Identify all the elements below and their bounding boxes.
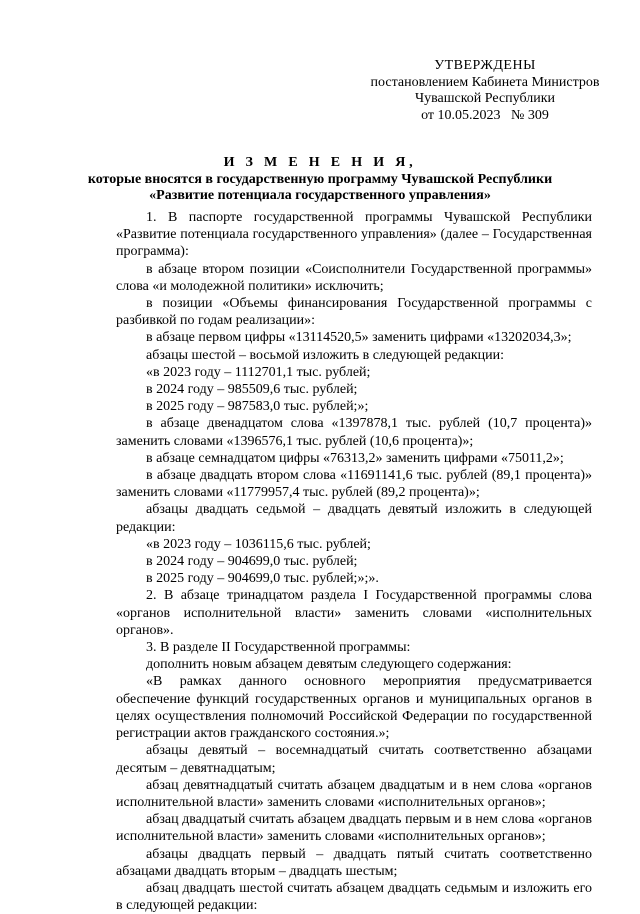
paragraph: 1. В паспорте государственной программы Чувашской Республики «Развитие потенциала государственного управления» (далее – Государственная программа): [116,210,592,260]
paragraph: в 2025 году – 987583,0 тыс. рублей;»; [146,399,369,415]
paragraph: абзацы шестой – восьмой изложить в следующей редакции: [146,347,505,363]
paragraph: в 2024 году – 985509,6 тыс. рублей; [146,382,358,398]
paragraph: в абзаце двадцать втором слова «11691141,6 тыс. рублей (89,1 процента)» заменить словами «11779957,4 тыс. рублей (89,2 процента)»; [116,468,592,501]
document-heading [70,155,570,205]
paragraph: в 2024 году – 904699,0 тыс. рублей; [146,554,358,570]
paragraph: «в 2023 году – 1112701,1 тыс. рублей; [146,364,371,380]
paragraph: абзацы девятый – восемнадцатый считать соответственно абзацами десятым – девятнадцатым; [116,743,592,776]
paragraph: абзац двадцать шестой считать абзацем двадцать седьмым и изложить его в следующей редакции: [116,880,592,914]
paragraph: в абзаце двенадцатом слова «1397878,1 тыс. рублей (10,7 процента)» заменить словами «1396576,1 тыс. рублей (10,6 процента)»; [116,416,592,449]
paragraph: «в 2023 году – 1036115,6 тыс. рублей; [146,536,371,552]
heading-title: И З М Е Н Е Н И Я, [223,155,417,170]
paragraph: «В рамках данного основного мероприятия предусматривается обеспечение функций государственных органов и муниципальных органов в целях осуществления полномочий Российской Федерации по государственной регистрации актов гражданского состояния.»; [116,674,592,742]
paragraph: 3. В разделе II Государственной программы: [146,640,411,656]
paragraph: в 2025 году – 904699,0 тыс. рублей;»;». [146,571,379,587]
approval-authority: постановлением Кабинета Министров [370,74,600,90]
paragraph: дополнить новым абзацем девятым следующего содержания: [146,657,512,673]
paragraph: в абзаце семнадцатом цифры «76313,2» заменить цифрами «75011,2»; [146,450,564,466]
paragraph: в позиции «Объемы финансирования Государственной программы с разбивкой по годам реализации»: [116,296,592,329]
document-body [116,209,592,914]
approval-republic: Чувашской Республики [414,91,556,107]
paragraph: абзац девятнадцатый считать абзацем двадцатым и в нем слова «органов исполнительной власти» заменить словами «исполнительных органов»; [116,777,592,810]
heading-subtitle-1: которые вносятся в государственную программу Чувашской Республики [87,171,553,187]
paragraph: в абзаце первом цифры «13114520,5» заменить цифрами «13202034,3»; [146,330,572,346]
paragraph: 2. В абзаце тринадцатом раздела I Государственной программы слова «органов исполнительной власти» заменить словами «исполнительных органов». [116,588,592,638]
paragraph: абзацы двадцать первый – двадцать пятый считать соответственно абзацами двадцать вторым – двадцать шестым; [116,846,592,879]
approval-title: УТВЕРЖДЕНЫ [434,58,536,73]
approval-stamp [360,58,610,124]
heading-subtitle-2: «Развитие потенциала государственного управления» [149,188,491,204]
paragraph: абзацы двадцать седьмой – двадцать девятый изложить в следующей редакции: [116,502,592,535]
paragraph: в абзаце втором позиции «Соисполнители Государственной программы» слова «и молодежной политики» исключить; [116,261,592,294]
paragraph: абзац двадцатый считать абзацем двадцать первым и в нем слова «органов исполнительной власти» заменить словами «исполнительных органов»; [116,812,592,845]
approval-date-number: от 10.05.2023 № 309 [421,107,549,123]
